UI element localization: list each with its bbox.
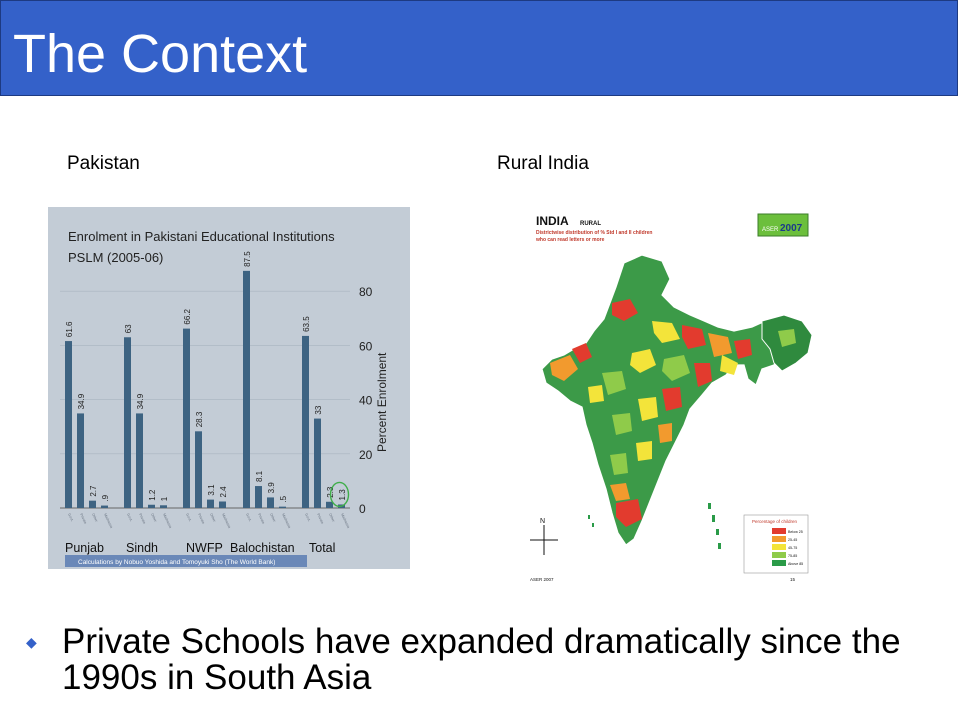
bar-punjab-2 <box>89 501 96 508</box>
bar-value-label: 33 <box>314 405 323 415</box>
bullet-text: Private Schools have expanded dramatically since the 1990s in South Asia <box>62 622 901 697</box>
group-label: NWFP <box>186 541 223 555</box>
bar-punjab-1 <box>77 413 84 508</box>
y-tick-label: 80 <box>359 285 373 300</box>
bar-value-label: .9 <box>101 494 110 502</box>
y-tick-label: 0 <box>359 502 366 516</box>
bar-value-label: 34.9 <box>77 393 86 410</box>
slide-title: The Context <box>13 24 308 84</box>
chart-subtitle: PSLM (2005-06) <box>68 250 164 265</box>
badge-text: ASER <box>762 227 779 233</box>
bar-value-label: 1.2 <box>148 489 157 501</box>
bar-value-label: 61.6 <box>65 321 74 338</box>
map-title-suffix: RURAL <box>580 221 601 227</box>
india-map-svg <box>512 203 820 583</box>
bar-value-label: .5 <box>279 495 288 503</box>
diamond-bullet-icon: ◆ <box>26 634 37 650</box>
bar-balochistan-3 <box>279 507 286 508</box>
north-label: N <box>540 518 546 525</box>
subcategory-label: Other <box>91 512 99 523</box>
bar-balochistan-2 <box>267 497 274 508</box>
bar-value-label: 2.7 <box>89 485 98 497</box>
bar-value-label: 34.9 <box>136 393 145 410</box>
bar-value-label: 1.3 <box>338 489 347 501</box>
bar-punjab-0 <box>65 341 72 508</box>
legend-item-label: Below 25 <box>788 530 803 534</box>
subcategory-label: Govt. <box>185 512 193 523</box>
bar-value-label: 66.2 <box>183 309 192 325</box>
legend-swatch <box>772 536 786 542</box>
subcategory-label: Other <box>328 512 336 523</box>
subcategory-label: Private <box>316 512 325 525</box>
legend-item-label: 45-75 <box>788 546 798 550</box>
group-label: Balochistan <box>230 541 295 555</box>
y-tick-label: 40 <box>359 393 373 408</box>
north-arrow-icon <box>530 518 558 555</box>
legend-item-label: 75-85 <box>788 554 798 558</box>
bar-value-label: 63 <box>124 324 133 334</box>
bar-sindh-3 <box>160 505 167 508</box>
bar-total-2 <box>326 502 333 508</box>
legend-swatch <box>772 528 786 534</box>
bar-value-label: 63.5 <box>302 316 311 332</box>
bar-punjab-3 <box>101 506 108 508</box>
bar-value-label: 28.3 <box>195 411 204 428</box>
aser-badge <box>758 214 808 236</box>
map-legend <box>744 515 808 573</box>
legend-title: Percentage of children <box>752 519 798 524</box>
bar-value-label: 87.5 <box>243 251 252 267</box>
bar-balochistan-0 <box>243 271 250 508</box>
badge-year: 2007 <box>780 223 803 234</box>
group-label: Punjab <box>65 541 104 555</box>
legend-swatch <box>772 552 786 558</box>
y-axis-label: Percent Enrolment <box>375 352 389 452</box>
legend-item-label: Above 85 <box>788 562 804 566</box>
subcategory-label: Madrassa <box>103 512 114 529</box>
subcategory-label: Madrassa <box>340 512 351 529</box>
y-tick-label: 20 <box>359 447 373 462</box>
subcategory-label: Private <box>257 512 266 525</box>
bar-nwfp-0 <box>183 329 190 508</box>
subcategory-label: Other <box>209 512 217 523</box>
legend-swatch <box>772 560 786 566</box>
map-footer-right: 15 <box>790 577 796 582</box>
india-map-figure <box>512 203 820 583</box>
bar-sindh-2 <box>148 505 155 508</box>
chart-svg <box>48 207 410 569</box>
subcategory-label: Private <box>197 512 206 525</box>
subcategory-label: Govt. <box>304 512 312 523</box>
bar-balochistan-1 <box>255 486 262 508</box>
subcategory-label: Madrassa <box>221 512 232 529</box>
legend-item-label: 25-45 <box>788 538 798 542</box>
pakistan-label: Pakistan <box>67 153 140 174</box>
bar-value-label: 8.1 <box>255 470 264 483</box>
bar-sindh-1 <box>136 413 143 508</box>
map-subtitle-2: who can read letters or more <box>536 237 605 243</box>
subcategory-label: Govt. <box>67 512 75 523</box>
map-footer-left: ASER 2007 <box>530 577 554 582</box>
subcategory-label: Private <box>138 512 147 525</box>
legend-swatch <box>772 544 786 550</box>
subcategory-label: Private <box>79 512 88 525</box>
source-note: Calculations by Nobuo Yoshida and Tomoyuki Sho (The World Bank) <box>78 559 276 566</box>
bar-total-0 <box>302 336 309 508</box>
map-title: INDIA <box>536 214 569 228</box>
bar-value-label: 2.3 <box>326 486 335 498</box>
bar-nwfp-2 <box>207 500 214 508</box>
bar-value-label: 1 <box>160 496 169 502</box>
map-subtitle-1: Districtwise distribution of % Std I and II children <box>536 230 653 236</box>
bar-sindh-0 <box>124 337 131 508</box>
bar-value-label: 3.9 <box>267 482 276 494</box>
bar-nwfp-3 <box>219 501 226 508</box>
bar-value-label: 2.4 <box>219 486 228 498</box>
islands <box>588 503 721 549</box>
subcategory-label: Other <box>269 512 277 523</box>
title-bar <box>0 0 958 96</box>
bar-value-label: 3.1 <box>207 484 216 496</box>
chart-title: Enrolment in Pakistani Educational Institutions <box>68 229 335 244</box>
subcategory-label: Other <box>150 512 158 523</box>
bar-nwfp-1 <box>195 431 202 508</box>
group-label: Sindh <box>126 541 158 555</box>
group-label: Total <box>309 541 336 555</box>
pakistan-enrolment-chart <box>48 207 410 569</box>
rural-india-label: Rural India <box>497 153 589 174</box>
subcategory-label: Govt. <box>245 512 253 523</box>
subcategory-label: Madrassa <box>162 512 173 529</box>
bar-total-1 <box>314 419 321 508</box>
subcategory-label: Govt. <box>126 512 134 523</box>
y-tick-label: 60 <box>359 339 373 354</box>
subcategory-label: Madrassa <box>281 512 292 529</box>
